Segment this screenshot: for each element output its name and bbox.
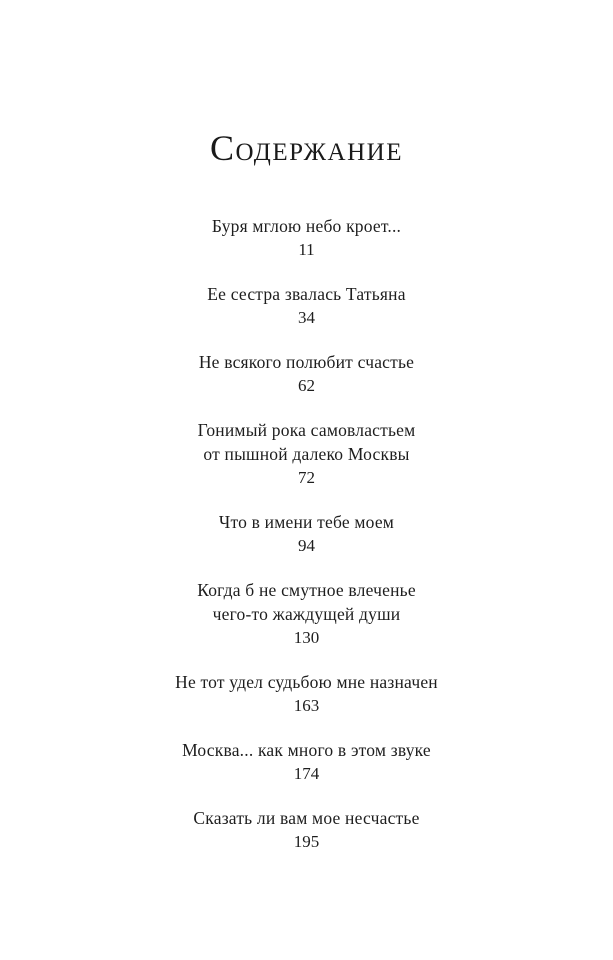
toc-entry-title: Что в имени тебе моем <box>218 512 395 532</box>
toc-entry-page-number: 34 <box>298 308 315 327</box>
toc-entry-page-number: 174 <box>293 764 320 783</box>
toc-entry-page-number: 62 <box>298 376 315 395</box>
toc-entry-page-number: 130 <box>293 628 320 647</box>
toc-entry-title: Москва... как много в этом звуке <box>182 740 431 760</box>
toc-entry-title-continued: чего-то жаждущей души <box>212 604 401 624</box>
toc-entry <box>0 738 613 786</box>
toc-entry-title: Ее сестра звалась Татьяна <box>207 284 406 304</box>
toc-entry <box>0 510 613 558</box>
toc-entry <box>0 670 613 718</box>
toc-entry-title: Буря мглою небо кроет... <box>211 216 402 236</box>
toc-entry-page-number: 11 <box>298 240 315 259</box>
toc-entry-title: Не тот удел судьбою мне назначен <box>175 672 438 692</box>
table-of-contents <box>0 214 613 874</box>
toc-entry-title: Сказать ли вам мое несчастье <box>193 808 420 828</box>
toc-entry-page-number: 72 <box>298 468 315 487</box>
toc-entry-page-number: 94 <box>298 536 315 555</box>
page-title: Содержание <box>209 128 403 168</box>
toc-entry-page-number: 195 <box>293 832 320 851</box>
toc-entry <box>0 214 613 262</box>
toc-entry <box>0 806 613 854</box>
toc-entry <box>0 418 613 490</box>
toc-entry-page-number: 163 <box>293 696 320 715</box>
toc-entry <box>0 350 613 398</box>
toc-entry-title: Когда б не смутное влеченье <box>197 580 416 600</box>
toc-entry-title: Не всякого полюбит счастье <box>198 352 415 372</box>
toc-entry <box>0 282 613 330</box>
toc-entry-title: Гонимый рока самовластьем <box>197 420 416 440</box>
toc-entry <box>0 578 613 650</box>
toc-entry-title-continued: от пышной далеко Москвы <box>203 444 410 464</box>
